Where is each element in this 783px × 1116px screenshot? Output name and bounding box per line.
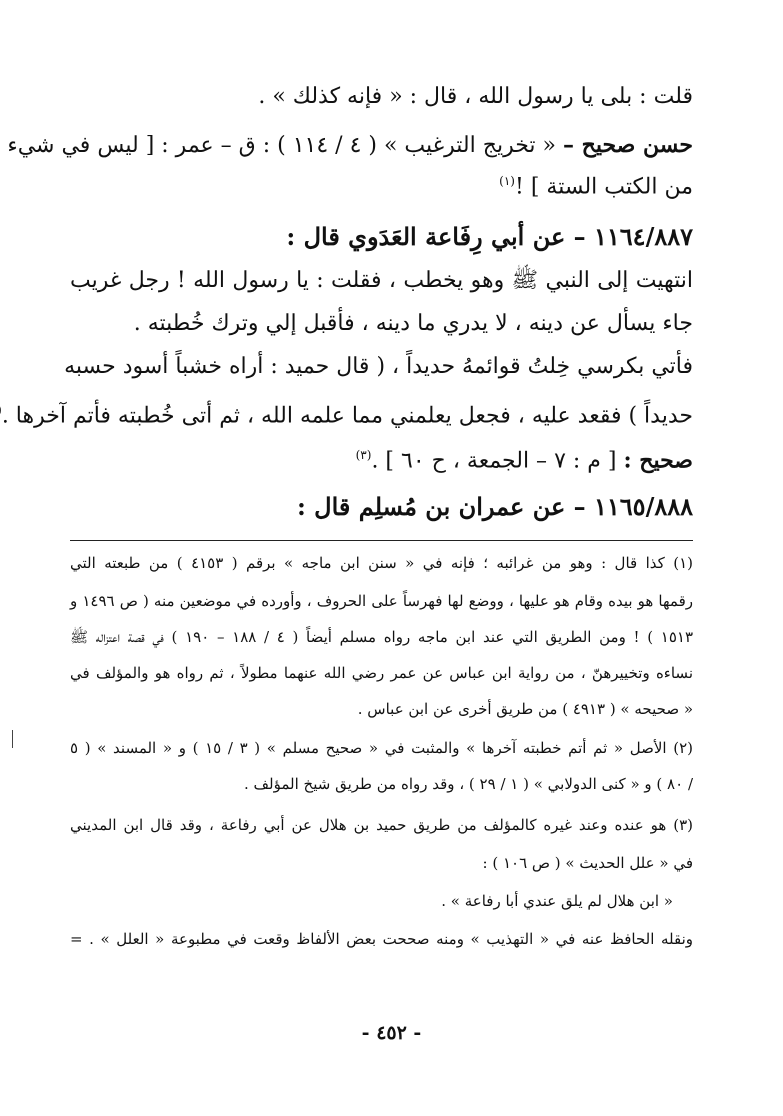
- hadith-1164-line-2: [70, 307, 693, 341]
- footnote-3-line-1-text: (٣) هو عنده وعند غيره كالمؤلف من طريق حميد بن هلال عن أبي رفاعة ، وقد قال ابن المديني: [70, 816, 693, 834]
- footnote-2-line-1: [70, 735, 693, 761]
- footnote-2-line-2-text: / ٨٠ ) و « كنى الدولابي » ( ١ / ٢٩ ) ، وقد رواه من طريق شيخ المؤلف .: [243, 775, 693, 793]
- hadith-heading-1164: [70, 222, 693, 251]
- grade-text-1: « تخريج الترغيب » ( ٤ / ١١٤ ) : ق – عمر : [ ليس في شيء: [7, 133, 563, 158]
- grade-text-1-cont: من الكتب الستة ] !: [514, 174, 693, 200]
- footnote-1-line-2-text: رقمها هو بيده وقام هو عليها ، ووضع لها فهرساً على الحروف ، وأورده في موضعين منه ( ص ١٤٩٦ و: [70, 592, 693, 610]
- footnote-1-line-4-text: نساءه وتخييرهنّ ، من رواية ابن عباس عن عمر رضي الله عنهما مطولاً ، ثم رواه هو والمؤلف في: [70, 664, 693, 682]
- footnote-1-line-3-text: ١٥١٣ ) ! ومن الطريق التي عند ابن ماجه رواه مسلم أيضاً ( ٤ / ١٨٨ – ١٩٠ ) في قصة اعتزاله ﷺ: [70, 628, 694, 646]
- grade-label-sahih: صحيح :: [623, 447, 693, 474]
- hadith-1164-line-1: [70, 264, 693, 298]
- footnote-2-line-2: [70, 771, 693, 797]
- footnote-ref-1[interactable]: (١): [499, 174, 515, 188]
- hadith-heading-1164-text: ١١٦٤/٨٨٧ – عن أبي رِفَاعة العَدَوي قال :: [286, 222, 693, 251]
- hadith-1164-line-3: [64, 350, 693, 384]
- footnote-separator: [70, 540, 693, 541]
- footnote-3-line-3: [70, 888, 673, 914]
- footnote-3-line-4-text: ونقله الحافظ عنه في « التهذيب » ومنه صححت بعض الألفاظ وقعت في مطبوعة « العلل » . =: [70, 930, 693, 948]
- page-number: - ٤٥٢ -: [361, 1022, 422, 1044]
- footnote-1-line-4: [70, 660, 693, 686]
- hadith-1164-line-4-text: حديداً ) فقعد عليه ، فجعل يعلمني مما علمه الله ، ثم أتى خُطبته فأتم آخرها .: [1, 403, 693, 429]
- footnote-3-line-3-text: « ابن هلال لم يلق عندي أبا رفاعة » .: [441, 892, 673, 910]
- hadith-1164-line-3-text: فأتي بكرسي خِلتُ قوائمهُ حديداً ، ( قال حميد : أراه خشباً أسود حسبه: [64, 354, 693, 379]
- footnote-1-line-1: [70, 550, 693, 576]
- footnote-3-line-4: [70, 926, 693, 952]
- hadith-1164-line-4: [1, 393, 693, 433]
- grade-text-2: [ م : ٧ – الجمعة ، ح ٦٠ ] .: [371, 448, 624, 474]
- footnote-2-line-1-text: (٢) الأصل « ثم أتم خطبته آخرها » والمثبت في « صحيح مسلم » ( ٣ / ١٥ ) و « المسند » ( ٥: [70, 739, 693, 757]
- footnote-3-line-2: [70, 850, 693, 876]
- grade-label-hasan-sahih: حسن صحيح –: [562, 132, 693, 158]
- footnote-ref-3[interactable]: (٣): [355, 448, 372, 462]
- hadith-1164-line-1-text: انتهيت إلى النبي ﷺ وهو يخطب ، فقلت : يا رسول الله ! رجل غريب: [70, 268, 693, 293]
- grade-line-2: [70, 438, 693, 478]
- hadith-heading-1165-text: ١١٦٥/٨٨٨ – عن عمران بن مُسلِم قال :: [296, 492, 693, 521]
- scan-margin-mark: [12, 730, 13, 748]
- footnote-1-line-5-text: « صحيحه » ( ٤٩١٣ ) من طريق أخرى عن ابن عباس .: [357, 700, 693, 718]
- hadith-1164-line-2-text: جاء يسأل عن دينه ، لا يدري ما دينه ، فأقبل إلي وترك خُطبته .: [133, 311, 693, 336]
- grade-line-1: [7, 128, 693, 163]
- main-line-1: [70, 80, 693, 114]
- footnote-1-line-5: [70, 696, 693, 722]
- footnote-3-line-1: [70, 812, 693, 838]
- footnote-1-line-1-text: (١) كذا قال : وهو من غرائبه ؛ فإنه في « سنن ابن ماجه » برقم ( ٤١٥٣ ) من طبعته التي: [70, 554, 693, 572]
- footnote-1-line-2: [70, 588, 693, 614]
- grade-line-1-cont: [70, 164, 693, 204]
- main-line-1-text: قلت : بلى يا رسول الله ، قال : « فإنه كذلك » .: [258, 84, 693, 109]
- footnote-3-line-2-text: في « علل الحديث » ( ص ١٠٦ ) :: [482, 854, 693, 872]
- footnote-1-line-3: [70, 624, 693, 650]
- hadith-heading-1165: [70, 492, 693, 521]
